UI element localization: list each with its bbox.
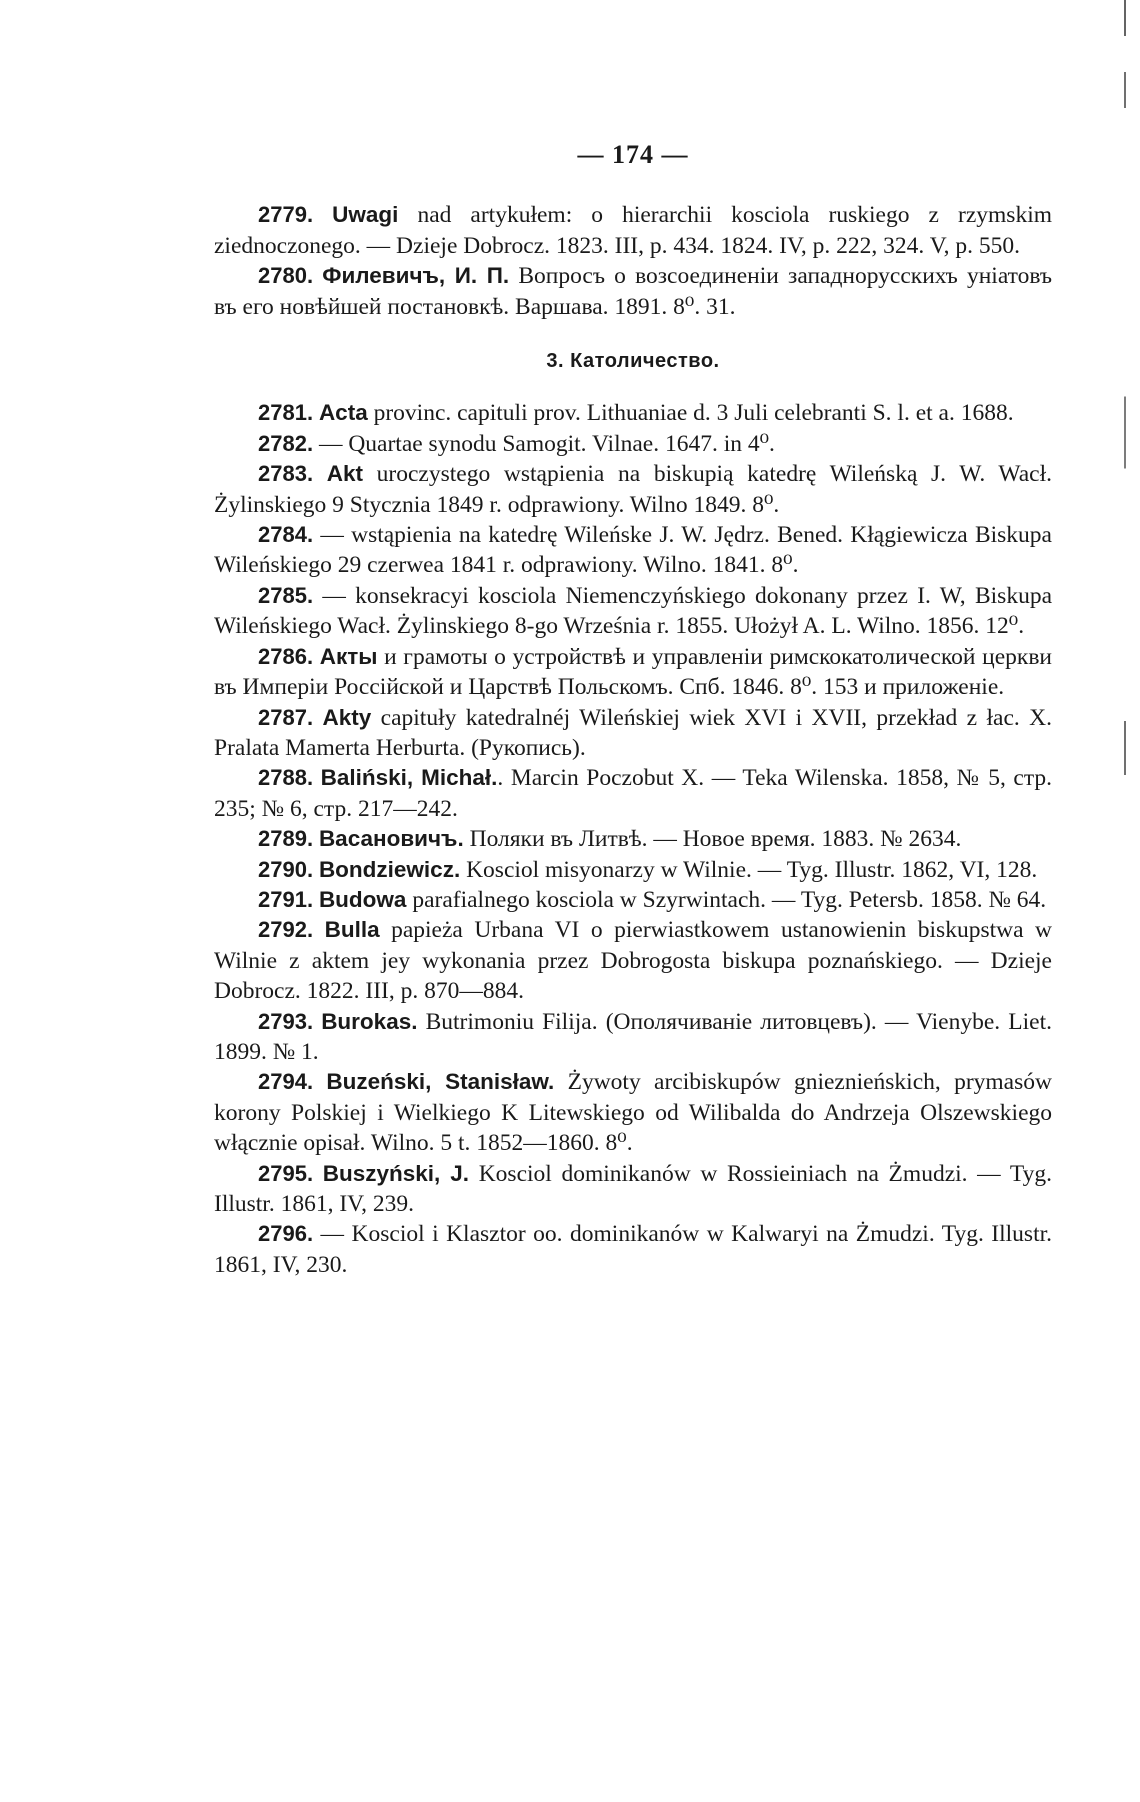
bibliography-entry bbox=[214, 642, 1052, 703]
entry-number: 2787. bbox=[258, 704, 314, 730]
bibliography-entry bbox=[214, 885, 1052, 915]
entry-author: Bulla bbox=[324, 917, 380, 943]
entry-number: 2786. bbox=[258, 643, 314, 669]
entry-text: parafialnego kosciola w Szyrwintach. — Tyg. Petersb. 1858. № 64. bbox=[406, 886, 1047, 913]
bibliography-entry bbox=[214, 261, 1052, 322]
entry-number: 2791. bbox=[258, 886, 314, 912]
entry-author: Buzeński, Stanisław. bbox=[326, 1069, 555, 1095]
entry-text: Поляки въ Литвѣ. — Новое время. 1883. № 2634. bbox=[463, 826, 962, 853]
bibliography-entry bbox=[214, 824, 1052, 854]
entry-number: 2788. bbox=[258, 765, 314, 791]
entry-text: — konsekracyi kosciola Niemenczyńskiego dokonany przez I. W, Biskupa Wileńskiego Wacł. Żylinskiego 8-go Września r. 1855. Ułożył A. L. Wilno. 1856. 12⁰. bbox=[214, 582, 1053, 640]
entry-text: — Quartae synodu Samogit. Vilnae. 1647. in 4⁰. bbox=[318, 430, 775, 457]
bibliography-entry bbox=[214, 1007, 1052, 1068]
section-heading: 3. Католичество. bbox=[546, 350, 720, 373]
bibliography-entry bbox=[214, 1219, 1052, 1280]
entry-text: Kosciol misyonarzy w Wilnie. — Tyg. Illustr. 1862, VI, 128. bbox=[460, 856, 1038, 883]
document-page bbox=[214, 140, 1052, 1280]
entry-number: 2779. bbox=[258, 202, 314, 228]
bibliography-entry bbox=[214, 703, 1052, 764]
entry-text: capituły katedralnéj Wileńskiej wiek XVI i XVII, przekład z łac. X. Pralata Mamerta Herburta. (Рукопись). bbox=[214, 704, 1053, 761]
entry-number: 2783. bbox=[258, 461, 314, 487]
entry-text: papieża Urbana VI o pierwiastkowem ustanowienin biskupstwa w Wilnie z aktem jey wykonania przez Dobrogosta biskupa poznańskiego. — Dzieje Dobrocz. 1822. III, p. 870—884. bbox=[214, 917, 1053, 1005]
entry-text: provinc. capituli prov. Lithuaniae d. 3 Julі celebranti S. l. et a. 1688. bbox=[367, 400, 1014, 427]
entry-author: Buszyński, J. bbox=[322, 1160, 470, 1186]
bibliography-entry bbox=[214, 200, 1052, 261]
entry-text: Żywoty arcibiskupów gnieznieńskich, prymasów korony Polskiej i Wielkiego K Litewskiego od Wilibalda do Andrzeja Olszewskiego włącznie opisał. Wilno. 5 t. 1852—1860. 8⁰. bbox=[214, 1069, 1052, 1157]
bibliography-entry bbox=[214, 1159, 1052, 1220]
entry-author: Uwagi bbox=[332, 202, 399, 228]
entry-text: Butrimoniu Filija. (Ополячиваніе литовцевъ). — Vienybe. Liet. 1899. № 1. bbox=[214, 1008, 1053, 1065]
entry-text: Kosciol dominikanów w Rossieiniach na Żmudzi. — Tyg. Illustr. 1861, IV, 239. bbox=[214, 1160, 1052, 1217]
page-number: — 174 — bbox=[577, 140, 689, 169]
bibliography-entry bbox=[214, 1067, 1052, 1158]
entry-text: Вопросъ о возсоединеніи западнорусскихъ уніатовъ въ его новѣйшей постановкѣ. Варшава. 1891. 8⁰. 31. bbox=[214, 263, 1053, 320]
bibliography-entry bbox=[214, 763, 1052, 824]
entry-number: 2780. bbox=[258, 263, 314, 289]
bibliography-entry bbox=[214, 581, 1052, 642]
entry-author: Budowa bbox=[318, 886, 407, 912]
entry-number: 2784. bbox=[258, 522, 314, 548]
bibliography-entry bbox=[214, 429, 1052, 459]
bibliography-entry bbox=[214, 855, 1052, 885]
entry-number: 2789. bbox=[258, 826, 314, 852]
entry-author: Burokas. bbox=[321, 1008, 418, 1034]
entry-text: — Kosciol i Klasztor oo. dominikanów w Kalwaryi na Żmudzi. Tyg. Illustr. 1861, IV, 230. bbox=[214, 1221, 1053, 1278]
entry-author: Васановичъ. bbox=[318, 826, 464, 852]
bibliography-entry bbox=[214, 459, 1052, 520]
entry-number: 2793. bbox=[258, 1008, 314, 1034]
entry-number: 2782. bbox=[258, 430, 314, 456]
entry-text: nad artykułem: o hierarchii kosciola ruskiego z rzymskim ziednoczonego. — Dzieje Dobrocz. 1823. III, p. 434. 1824. IV, p. 222, 324. V, p. 550. bbox=[214, 202, 1052, 259]
entry-author: Acta bbox=[318, 400, 368, 426]
entry-text: . Marcin Poczobut X. — Teka Wilenska. 1858, № 5, стр. 235; № 6, стр. 217—242. bbox=[214, 765, 1052, 822]
entry-number: 2795. bbox=[258, 1160, 314, 1186]
entry-author: Филевичъ, И. П. bbox=[322, 263, 510, 289]
entry-number: 2794. bbox=[258, 1069, 314, 1095]
entry-author: Akty bbox=[322, 704, 372, 730]
entry-number: 2785. bbox=[258, 582, 314, 608]
entry-number: 2796. bbox=[258, 1221, 314, 1247]
entry-text: — wstąpienia na katedrę Wileńske J. W. Jędrz. Bened. Kłągiewicza Biskupa Wileńskiego 29 czerwea 1841 r. odprawiony. Wilno. 1841. 8⁰. bbox=[214, 522, 1052, 579]
entry-number: 2781. bbox=[258, 400, 314, 426]
entries-before-section bbox=[214, 200, 1052, 322]
entry-author: Акты bbox=[319, 643, 378, 669]
bibliography-entry bbox=[214, 398, 1052, 428]
entry-author: Bondziewicz. bbox=[318, 856, 461, 882]
entry-number: 2792. bbox=[258, 917, 314, 943]
page-edge-rule bbox=[1124, 0, 1126, 1802]
entry-author: Baliński, Michał. bbox=[320, 765, 498, 791]
bibliography-entry bbox=[214, 915, 1052, 1006]
entry-author: Akt bbox=[326, 461, 363, 487]
entry-text: и грамоты о устройствѣ и управленіи римскокатолической церкви въ Имперіи Россійской и Царствѣ Польскомъ. Спб. 1846. 8⁰. 153 и приложеніе. bbox=[214, 643, 1052, 701]
entries-after-section bbox=[214, 398, 1052, 1280]
entry-number: 2790. bbox=[258, 856, 314, 882]
bibliography-entry bbox=[214, 520, 1052, 581]
entry-text: uroczystego wstąpienia na biskupią katedrę Wileńską J. W. Wacł. Żylinskiego 9 Stycznia 1849 r. odprawiony. Wilno 1849. 8⁰. bbox=[214, 461, 1052, 518]
